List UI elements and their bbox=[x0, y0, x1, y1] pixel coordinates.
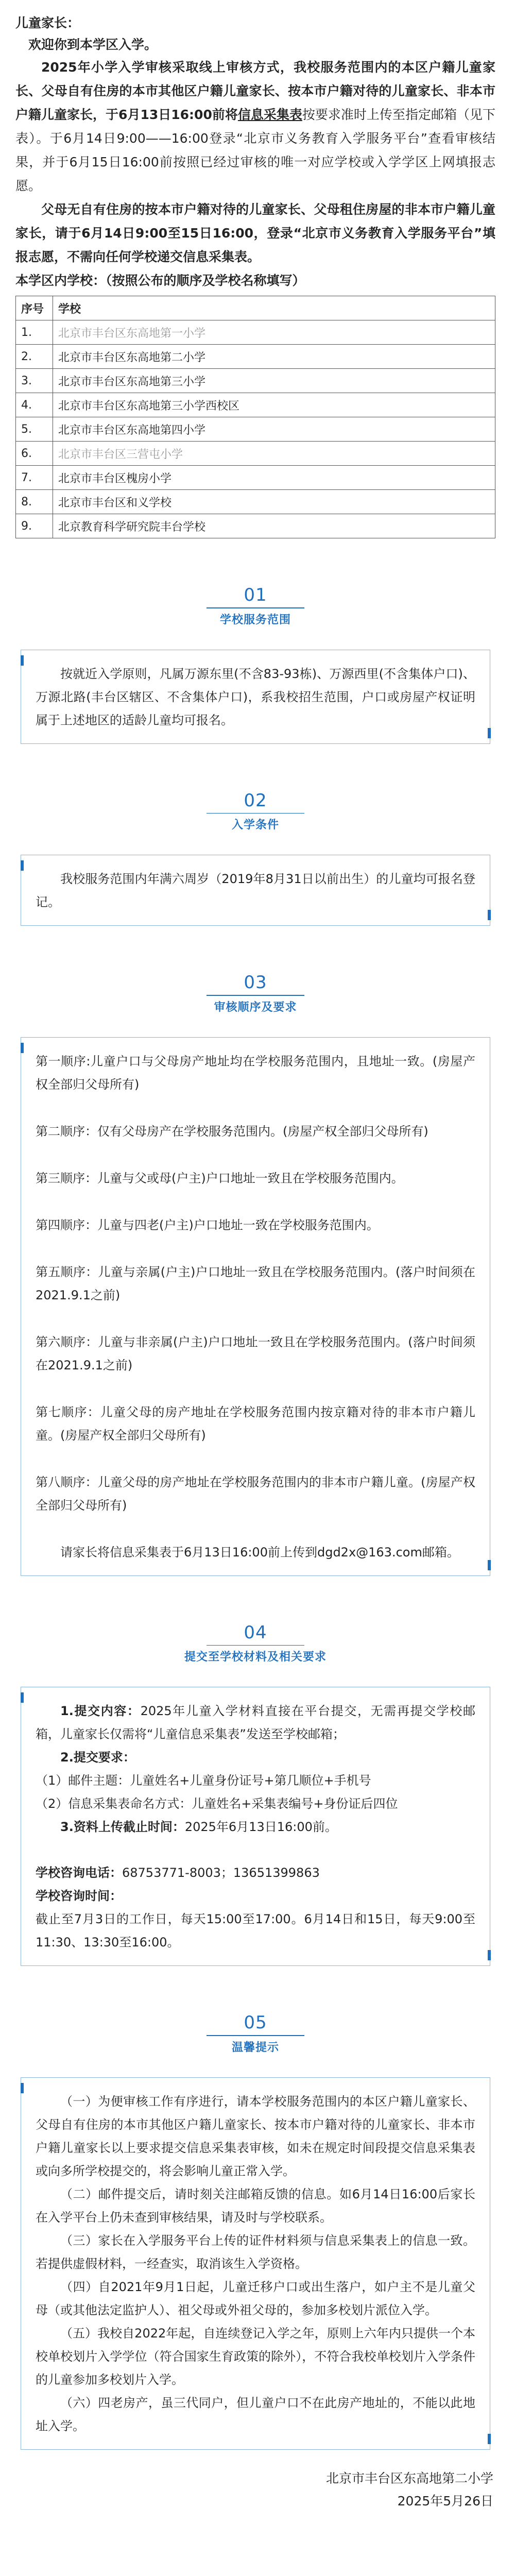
section-04-header bbox=[15, 1622, 495, 1666]
upload-deadline-label: 3.资料上传截止时间： bbox=[60, 1820, 185, 1834]
section-number: 02 bbox=[244, 790, 267, 811]
greeting: 儿童家长： bbox=[15, 15, 80, 30]
table-row bbox=[16, 466, 495, 490]
table-row bbox=[16, 417, 495, 442]
table-caption: 本学区内学校：（按照公布的顺序及学校名称填写） bbox=[15, 273, 305, 288]
consult-phone bbox=[36, 1861, 475, 1885]
upload-instruction: 请家长将信息采集表于6月13日16:00前上传到dgd2x@163.com邮箱。 bbox=[60, 1545, 459, 1560]
submit-content bbox=[36, 1700, 475, 1746]
order-item-5: 第五顺序：儿童与亲属(户主)户口地址一致且在学校服务范围内。(落户时间须在2021.9.1之前) bbox=[36, 1264, 475, 1302]
consult-time-label: 学校咨询时间： bbox=[36, 1889, 122, 1903]
section-number: 05 bbox=[244, 2012, 267, 2033]
table-row bbox=[16, 345, 495, 369]
row-no: 6. bbox=[16, 442, 53, 466]
submit-requirements-label: 2.提交要求： bbox=[60, 1750, 135, 1765]
info-form-link[interactable]: 信息采集表 bbox=[237, 107, 302, 122]
section-number: 03 bbox=[244, 972, 267, 993]
order-item-2: 第二顺序：仅有父母房产在学校服务范围内。(房屋产权全部归父母所有) bbox=[36, 1124, 428, 1139]
welcome-line: 欢迎你到本学区入学。 bbox=[28, 37, 158, 52]
upload-deadline bbox=[36, 1816, 475, 1839]
row-school: 北京市丰台区和义学校 bbox=[53, 490, 495, 514]
header-school: 学校 bbox=[53, 296, 495, 320]
signoff bbox=[15, 2467, 495, 2513]
row-no: 7. bbox=[16, 466, 53, 490]
order-item-1: 第一顺序:儿童户口与父母房产地址均在学校服务范围内，且地址一致。(房屋产权全部归父母所有) bbox=[36, 1054, 475, 1092]
section-title: 审核顺序及要求 bbox=[214, 1001, 297, 1014]
order-item-4: 第四顺序：儿童与四老(户主)户口地址一致在学校服务范围内。 bbox=[36, 1217, 379, 1232]
section-divider bbox=[207, 813, 304, 814]
signoff-date: 2025年5月26日 bbox=[397, 2493, 493, 2509]
row-school: 北京教育科学研究院丰台学校 bbox=[53, 514, 495, 538]
section-01-header bbox=[15, 585, 495, 628]
table-row bbox=[16, 369, 495, 393]
section-03-box bbox=[21, 1037, 490, 1576]
tip-item: （一）为便审核工作有序进行，请本学校服务范围内的本区户籍儿童家长、父母自有住房的本市其他区户籍儿童家长、按本市户籍对待的儿童家长、非本市户籍儿童家长以上要求提交信息采集表审核，如未在规定时间段提交信息采集表或向多所学校提交的，将会影响儿童正常入学。 bbox=[36, 2094, 475, 2178]
intro-paragraph-2: 父母无自有住房的按本市户籍对待的儿童家长、父母租住房屋的非本市户籍儿童家长，请于6月14日9:00至15日16:00，登录“北京市义务教育入学服务平台”填报志愿，不需向任何学校递交信息采集表。 bbox=[15, 202, 495, 264]
row-no: 1. bbox=[16, 320, 53, 345]
order-item-6: 第六顺序：儿童与非亲属(户主)户口地址一致且在学校服务范围内。(落户时间须在2021.9.1之前) bbox=[36, 1334, 475, 1372]
section-02-header bbox=[15, 790, 495, 834]
header-no: 序号 bbox=[16, 296, 53, 320]
service-area-text: 按就近入学原则，凡属万源东里(不含83-93栋)、万源西里(不含集体户口)、万源北路(丰台区辖区、不含集体户口)，系我校招生范围，户口或房屋产权证明属于上述地区的适龄儿童均可报名。 bbox=[36, 666, 475, 727]
row-school: 北京市丰台区东高地第三小学西校区 bbox=[53, 393, 495, 417]
email-subject-rule: （1）邮件主题：儿童姓名+儿童身份证号+第几顺位+手机号 bbox=[36, 1773, 371, 1788]
section-number: 01 bbox=[244, 585, 267, 605]
table-row bbox=[16, 320, 495, 345]
signoff-org: 北京市丰台区东高地第二小学 bbox=[325, 2470, 493, 2486]
row-school: 北京市丰台区三营屯小学 bbox=[53, 442, 495, 466]
eligibility-text: 我校服务范围内年满六周岁（2019年8月31日以前出生）的儿童均可报名登记。 bbox=[36, 872, 475, 909]
section-05-box bbox=[21, 2077, 490, 2450]
form-naming-rule: （2）信息采集表命名方式：儿童姓名+采集表编号+身份证后四位 bbox=[36, 1797, 398, 1811]
order-item-8: 第八顺序：儿童父母的房产地址在学校服务范围内的非本市户籍儿童。(房屋产权全部归父母所有) bbox=[36, 1475, 475, 1513]
section-title: 温馨提示 bbox=[231, 2041, 279, 2054]
row-school: 北京市丰台区东高地第三小学 bbox=[53, 369, 495, 393]
school-table bbox=[15, 296, 495, 538]
section-divider bbox=[207, 1645, 304, 1646]
row-school: 北京市丰台区东高地第一小学 bbox=[53, 320, 495, 345]
section-01-box bbox=[21, 650, 490, 744]
section-title: 入学条件 bbox=[231, 819, 279, 832]
section-title: 学校服务范围 bbox=[219, 613, 291, 626]
consult-phone-label: 学校咨询电话： bbox=[36, 1866, 122, 1880]
table-row bbox=[16, 514, 495, 538]
section-divider bbox=[207, 995, 304, 996]
tip-item: （二）邮件提交后，请时刻关注邮箱反馈的信息。如6月14日16:00后家长在入学平台上仍未查到审核结果，请及时与学校联系。 bbox=[36, 2187, 475, 2225]
table-row bbox=[16, 490, 495, 514]
section-title: 提交至学校材料及相关要求 bbox=[184, 1651, 327, 1664]
consult-time-text: 截止至7月3日的工作日，每天15:00至17:00。6月14日和15日，每天9:00至11:30、13:30至16:00。 bbox=[36, 1912, 475, 1950]
upload-deadline-text: 2025年6月13日16:00前。 bbox=[184, 1820, 337, 1834]
intro-p1-a: 2025年小学入学审核采取线上审核方式，我校服务范围内的本区户籍儿童家长、父母自有住房的本市其他区户籍儿童家长、按本市户籍对待的儿童家长、非本市户籍儿童家长，于6月13日16:00前将 bbox=[15, 60, 495, 122]
tip-item: （五）我校自2022年起，自连续登记入学之年，原则上六年内只提供一个本校单校划片入学学位（符合国家生育政策的除外），不符合我校单校划片入学条件的儿童参加多校划片入学。 bbox=[36, 2326, 475, 2387]
row-school: 北京市丰台区槐房小学 bbox=[53, 466, 495, 490]
section-divider bbox=[207, 607, 304, 608]
order-item-3: 第三顺序：儿童与父或母(户主)户口地址一致且在学校服务范围内。 bbox=[36, 1171, 404, 1185]
row-no: 5. bbox=[16, 417, 53, 442]
intro-p1-b: 按要求准时上传至指定邮箱（见下表）。于6月14日9:00——16:00登录“北京市义务教育入学服务平台”查看审核结果，并于6月15日16:00前按照已经过审核的唯一对应学校或入学学区上网填报志愿。 bbox=[15, 107, 495, 193]
submit-content-text: 2025年儿童入学材料直接在平台提交，无需再提交学校邮箱，儿童家长仅需将“儿童信息采集表”发送至学校邮箱； bbox=[36, 1704, 475, 1741]
section-number: 04 bbox=[244, 1622, 267, 1643]
row-school: 北京市丰台区东高地第四小学 bbox=[53, 417, 495, 442]
section-03-header bbox=[15, 972, 495, 1015]
submit-content-label: 1.提交内容： bbox=[60, 1704, 141, 1718]
section-05-header bbox=[15, 2012, 495, 2056]
section-04-box bbox=[21, 1687, 490, 1966]
consult-phone-value[interactable]: 68753771-8003；13651399863 bbox=[122, 1866, 320, 1880]
row-no: 2. bbox=[16, 345, 53, 369]
row-no: 9. bbox=[16, 514, 53, 538]
table-row bbox=[16, 442, 495, 466]
school-table-header bbox=[16, 296, 495, 320]
row-no: 8. bbox=[16, 490, 53, 514]
section-02-box bbox=[21, 855, 490, 926]
section-divider bbox=[207, 2035, 304, 2036]
table-row bbox=[16, 393, 495, 417]
row-no: 4. bbox=[16, 393, 53, 417]
tip-item: （三）家长在入学服务平台上传的证件材料须与信息采集表上的信息一致。若提供虚假材料，一经查实，取消该生入学资格。 bbox=[36, 2233, 475, 2271]
order-item-7: 第七顺序：儿童父母的房产地址在学校服务范围内按京籍对待的非本市户籍儿童。(房屋产权全部归父母所有) bbox=[36, 1404, 475, 1443]
tip-item: （六）四老房产，虽三代同户，但儿童户口不在此房产地址的，不能以此地址入学。 bbox=[36, 2395, 475, 2433]
tip-item: （四）自2021年9月1日起，儿童迁移户口或出生落户，如户主不是儿童父母（或其他法定监护人）、祖父母或外祖父母的，参加多校划片派位入学。 bbox=[36, 2279, 475, 2317]
row-no: 3. bbox=[16, 369, 53, 393]
row-school: 北京市丰台区东高地第二小学 bbox=[53, 345, 495, 369]
intro-paragraph-1 bbox=[15, 56, 495, 198]
